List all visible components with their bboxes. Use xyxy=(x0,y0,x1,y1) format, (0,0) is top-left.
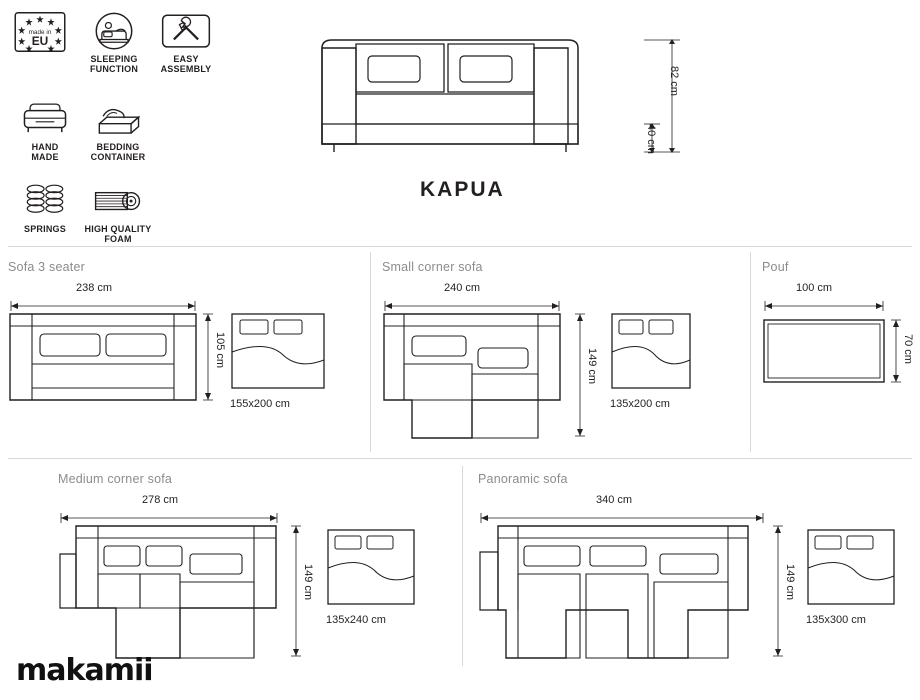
product-name: KAPUA xyxy=(420,178,505,201)
bed-size-label: 135x200 cm xyxy=(610,398,670,410)
variant-depth-label: 70 cm xyxy=(902,334,914,364)
width-dimension-line xyxy=(8,298,198,312)
width-dimension-line xyxy=(58,510,280,524)
variant-depth-label: 149 cm xyxy=(302,564,314,601)
width-dimension-line xyxy=(762,298,886,312)
bed-top-view xyxy=(610,312,692,390)
small-corner-sofa-top-view xyxy=(382,312,568,440)
bed-top-view xyxy=(806,528,896,606)
divider-middle xyxy=(8,458,912,459)
feature-sleeping-function xyxy=(78,10,150,74)
hero-sofa-front-view xyxy=(300,14,700,201)
bed-size-label: 135x300 cm xyxy=(806,614,866,626)
variant-title: Small corner sofa xyxy=(382,260,483,274)
pouf-top-view xyxy=(762,318,886,388)
feature-hand-made xyxy=(14,98,76,162)
bedding-container-icon xyxy=(90,98,146,142)
variant-depth-label: 105 cm xyxy=(214,332,226,369)
feature-springs xyxy=(14,180,76,234)
hero-height-total-label: 82 cm xyxy=(668,66,680,96)
bed-size-label: 135x240 cm xyxy=(326,614,386,626)
feature-bedding-container xyxy=(80,98,156,162)
variant-title: Pouf xyxy=(762,260,789,274)
brand-logo: makamii xyxy=(16,653,153,688)
width-dimension-line xyxy=(478,510,766,524)
feature-label: HAND MADE xyxy=(31,142,59,162)
variant-title: Sofa 3 seater xyxy=(8,260,85,274)
divider-vertical-1 xyxy=(370,252,371,452)
variant-panoramic-sofa xyxy=(478,472,918,626)
variant-width-label: 100 cm xyxy=(796,282,833,294)
feature-made-in-eu xyxy=(8,10,72,54)
variant-width-label: 238 cm xyxy=(76,282,113,294)
variant-width-label: 278 cm xyxy=(142,494,179,506)
width-dimension-line xyxy=(382,298,562,312)
feature-label: HIGH QUALITY FOAM xyxy=(84,224,152,244)
feature-icons-group xyxy=(8,10,218,244)
variant-small-corner-sofa xyxy=(382,260,732,410)
sofa-3-seater-top-view xyxy=(8,312,198,404)
feature-high-quality-foam xyxy=(80,180,156,244)
variant-title: Medium corner sofa xyxy=(58,472,173,486)
svg-text:made in: made in xyxy=(28,28,52,36)
foam-roll-icon xyxy=(90,180,146,224)
variant-medium-corner-sofa xyxy=(58,472,458,626)
hand-made-icon xyxy=(17,98,73,142)
bed-top-view xyxy=(230,312,326,390)
divider-vertical-2 xyxy=(750,252,751,452)
feature-label: EASY ASSEMBLY xyxy=(160,54,212,74)
feature-easy-assembly xyxy=(155,10,217,74)
variant-pouf xyxy=(762,260,914,364)
feature-label: BEDDING CONTAINER xyxy=(90,142,146,162)
variant-sofa-3-seater xyxy=(8,260,358,410)
variant-width-label: 340 cm xyxy=(596,494,633,506)
panoramic-sofa-top-view xyxy=(478,524,768,660)
variant-width-label: 240 cm xyxy=(444,282,481,294)
springs-icon xyxy=(17,180,73,224)
bed-top-view xyxy=(326,528,416,606)
divider-top xyxy=(8,246,912,247)
hero-height-seat-label: 40 cm xyxy=(645,124,657,154)
variant-depth-label: 149 cm xyxy=(586,348,598,385)
feature-label: SPRINGS xyxy=(24,224,66,234)
divider-vertical-3 xyxy=(462,466,463,666)
eu-stars-icon xyxy=(12,10,68,54)
feature-label: SLEEPING FUNCTION xyxy=(89,54,139,74)
medium-corner-sofa-top-view xyxy=(58,524,286,660)
tools-icon xyxy=(158,10,214,54)
bed-size-label: 155x200 cm xyxy=(230,398,290,410)
sleeping-function-icon xyxy=(86,10,142,54)
svg-text:EU: EU xyxy=(31,33,49,48)
variant-title: Panoramic sofa xyxy=(478,472,568,486)
variant-depth-label: 149 cm xyxy=(784,564,796,601)
